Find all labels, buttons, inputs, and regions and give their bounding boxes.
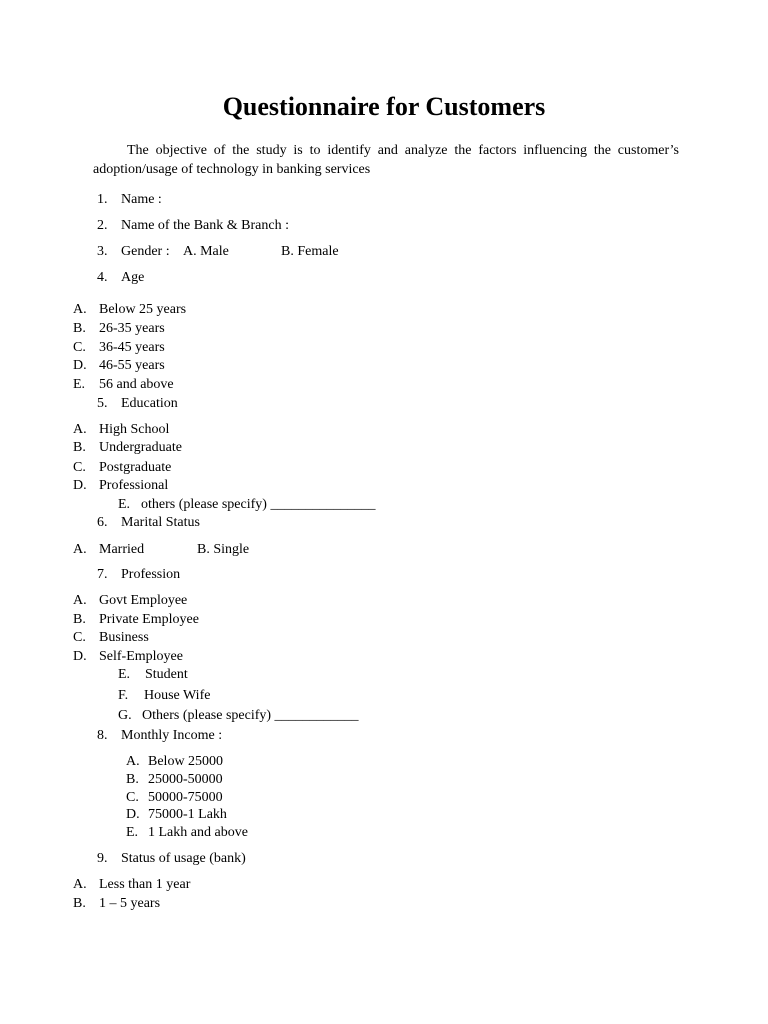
question-text: Profession [121,567,181,582]
question-number: 8. [97,728,108,743]
question-number: 7. [97,567,108,582]
question-text: Status of usage (bank) [121,851,246,866]
question-text: Name of the Bank & Branch : [121,218,289,233]
question-text: Marital Status [121,515,200,530]
question-text: Age [121,270,145,285]
question-number: 3. [97,244,108,259]
question-number: 6. [97,515,108,530]
document-page: Questionnaire for Customers The objective of the study is to identify and analyze the factors influencing the customer’s adoption/usage of technology in banking services 1. Name : 2. Name of the Bank & Branch : 3. Gender : A. Male B. Female 4. Age A. Below 25 years B. 26-35 years C. 36-45 years D. 46-55 years E. 56 and above 5. Education A. High School B. Undergraduate C. Postgraduate D. Professional E. others (please specify) _______________ 6. Marital Status A. Married B. Single 7. Profession A. Govt Employee B. Private Employee C. Business D. Self-Employee E. Student F. House Wife G. Others (please specify) ____________ 8. Monthly Income : A. Below 25000 B. 25000-50000 C. 50000-75000 D. 75000-1 Lakh E. 1 Lakh and above 9. Status of usage (bank) A. Less than 1 year B. 1 – 5 years [0,0,768,1024]
question-text: Gender : [121,244,170,259]
question-number: 5. [97,396,108,411]
intro-paragraph: The objective of the study is to identify and analyze the factors influencing the customer’s adoption/usage of technology in banking services [93,143,679,177]
question-text: Monthly Income : [121,728,223,743]
question-number: 2. [97,218,108,233]
question-text: Name : [121,192,162,207]
question-number: 9. [97,851,108,866]
option-male: A. Male [183,244,229,259]
question-number: 4. [97,270,108,285]
question-number: 1. [97,192,108,207]
document-title: Questionnaire for Customers [222,92,546,121]
question-text: Education [121,396,178,411]
option-female: B. Female [281,244,339,259]
